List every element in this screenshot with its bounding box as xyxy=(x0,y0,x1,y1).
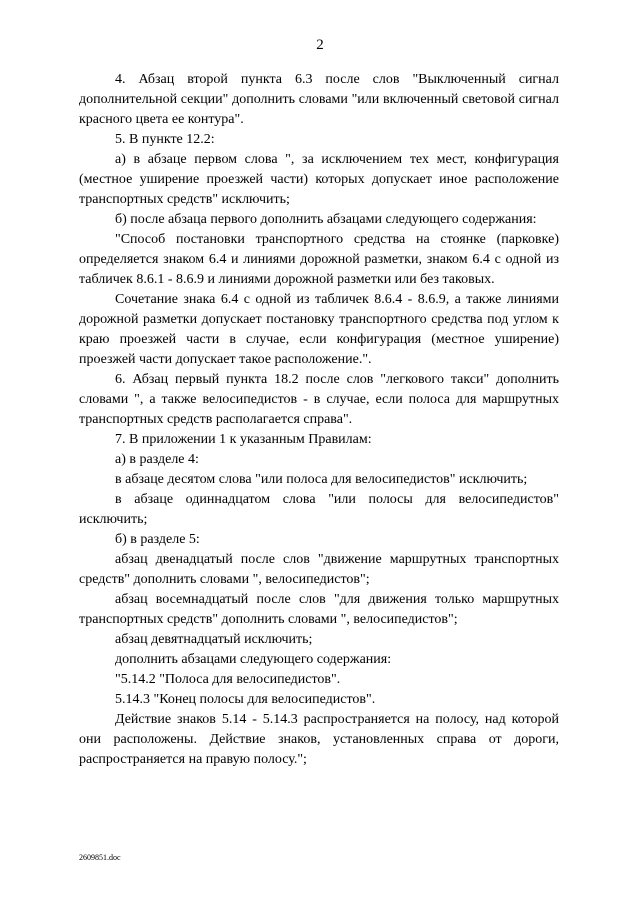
paragraph: дополнить абзацами следующего содержания: xyxy=(115,652,392,667)
paragraph: абзац восемнадцатый после слов "для движения только маршрутных транспортных средств" дополнить словами ", велосипедистов"; xyxy=(79,592,559,627)
paragraph: абзац девятнадцатый исключить; xyxy=(115,632,313,647)
paragraph: абзац двенадцатый после слов "движение маршрутных транспортных средств" дополнить словами ", велосипедистов"; xyxy=(79,552,559,587)
page-number: 2 xyxy=(316,37,324,53)
paragraph: 5.14.3 "Конец полосы для велосипедистов". xyxy=(115,692,376,707)
paragraph: б) в разделе 5: xyxy=(115,532,200,547)
paragraph: Сочетание знака 6.4 с одной из табличек 8.6.4 - 8.6.9, а также линиями дорожной разметки допускает постановку транспортного средства под углом к краю проезжей части в случае, если конфигурация (местное уширение) проезжей части допускает такое расположение.". xyxy=(79,292,559,367)
paragraph: а) в абзаце первом слова ", за исключением тех мест, конфигурация (местное уширение проезжей части) которых допускает иное расположение транспортных средств" исключить; xyxy=(79,152,559,207)
paragraph: "Способ постановки транспортного средства на стоянке (парковке) определяется знаком 6.4 и линиями дорожной разметки, знаком 6.4 с одной из табличек 8.6.1 - 8.6.9 и линиями дорожной разметки или без таковых. xyxy=(79,232,559,287)
paragraph: 4. Абзац второй пункта 6.3 после слов "Выключенный сигнал дополнительной секции" дополнить словами "или включенный световой сигнал красного цвета ее контура". xyxy=(79,72,559,127)
document-body xyxy=(79,70,559,770)
paragraph: 7. В приложении 1 к указанным Правилам: xyxy=(115,432,372,447)
paragraph: в абзаце одиннадцатом слова "или полосы для велосипедистов" исключить; xyxy=(79,492,559,527)
paragraph: 5. В пункте 12.2: xyxy=(115,132,215,147)
footer-filename: 2609851.doc xyxy=(79,853,121,862)
paragraph: "5.14.2 "Полоса для велосипедистов". xyxy=(115,672,341,687)
paragraph: б) после абзаца первого дополнить абзацами следующего содержания: xyxy=(115,212,537,227)
paragraph: в абзаце десятом слова "или полоса для велосипедистов" исключить; xyxy=(115,472,528,487)
paragraph: а) в разделе 4: xyxy=(115,452,199,467)
paragraph: Действие знаков 5.14 - 5.14.3 распространяется на полосу, над которой они расположены. Действие знаков, установленных справа от дороги, распространяется на правую полосу."; xyxy=(79,712,559,767)
paragraph: 6. Абзац первый пункта 18.2 после слов "легкового такси" дополнить словами ", а также велосипедистов - в случае, если полоса для маршрутных транспортных средств располагается справа". xyxy=(79,372,559,427)
